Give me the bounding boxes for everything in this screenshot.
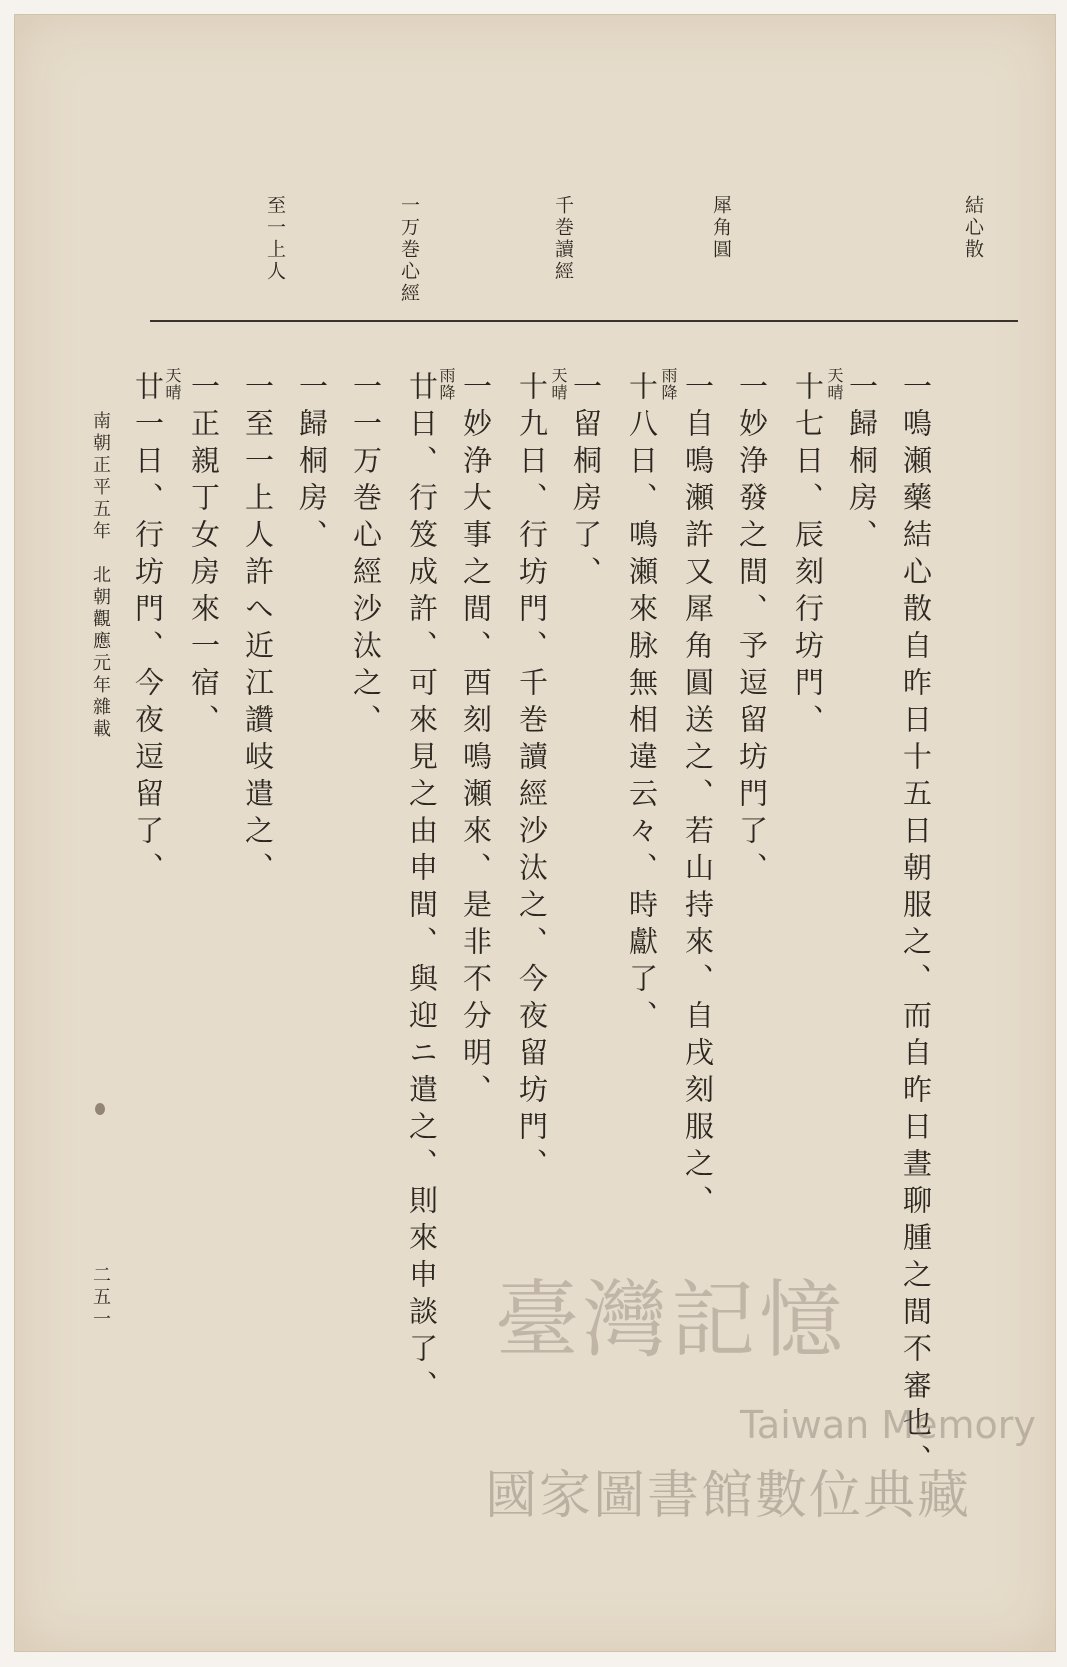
running-title: 南朝正平五年 北朝觀應元年雜載 <box>90 411 111 741</box>
headnote-4: 一万巻心經 <box>398 195 420 305</box>
weather-note-4: 雨降 <box>437 367 456 401</box>
watermark-english: Taiwan Memory <box>740 1403 1036 1447</box>
text-line-11: 一一万巻心經沙汰之、 <box>349 371 383 741</box>
watermark-subtitle: 國家圖書館數位典藏 <box>485 1466 972 1526</box>
document-page <box>14 14 1056 1652</box>
text-line-15: 廿一日、行坊門、今夜逗留了、 <box>131 371 165 889</box>
text-line-8: 十九日、行坊門、千巻讀經沙汰之、今夜留坊門、 <box>515 371 549 1185</box>
weather-note-5: 天晴 <box>163 367 182 401</box>
headnote-1: 結心散 <box>962 195 984 261</box>
header-rule <box>150 320 1018 322</box>
text-line-5: 一自鳴瀬許又犀角圓送之、若山持來、自戌刻服之、 <box>681 371 715 1222</box>
weather-note-3: 天晴 <box>549 367 568 401</box>
weather-note-2: 雨降 <box>659 367 678 401</box>
text-line-9: 一妙浄大事之間、酉刻鳴瀬來、是非不分明、 <box>459 371 493 1111</box>
text-line-2: 一歸桐房、 <box>845 371 879 556</box>
ink-spot <box>95 1103 105 1115</box>
headnote-3: 千巻讀經 <box>552 195 574 283</box>
page-number: 二五一 <box>90 1265 111 1331</box>
text-line-10: 廿日、行笈成許、可來見之由申間、與迎ニ遣之、則來申談了、 <box>405 371 439 1407</box>
text-line-1: 一鳴瀬藥結心散自昨日十五日朝服之、而自昨日晝聊腫之間不審也、 <box>899 371 933 1481</box>
text-line-7: 一留桐房了、 <box>569 371 603 593</box>
text-line-4: 一妙浄發之間、予逗留坊門了、 <box>735 371 769 889</box>
text-line-14: 一正親丁女房來一宿、 <box>187 371 221 741</box>
watermark-logo: 臺灣記憶 <box>495 1271 848 1369</box>
text-line-12: 一歸桐房、 <box>295 371 329 556</box>
headnote-2: 犀角圓 <box>710 195 732 261</box>
text-line-6: 十八日、鳴瀬來脉無相違云々、時獻了、 <box>625 371 659 1037</box>
headnote-5: 至一上人 <box>264 195 286 283</box>
weather-note-1: 天晴 <box>825 367 844 401</box>
text-line-3: 十七日、辰刻行坊門、 <box>791 371 825 741</box>
text-line-13: 一至一上人許へ近江讚岐遣之、 <box>241 371 275 889</box>
